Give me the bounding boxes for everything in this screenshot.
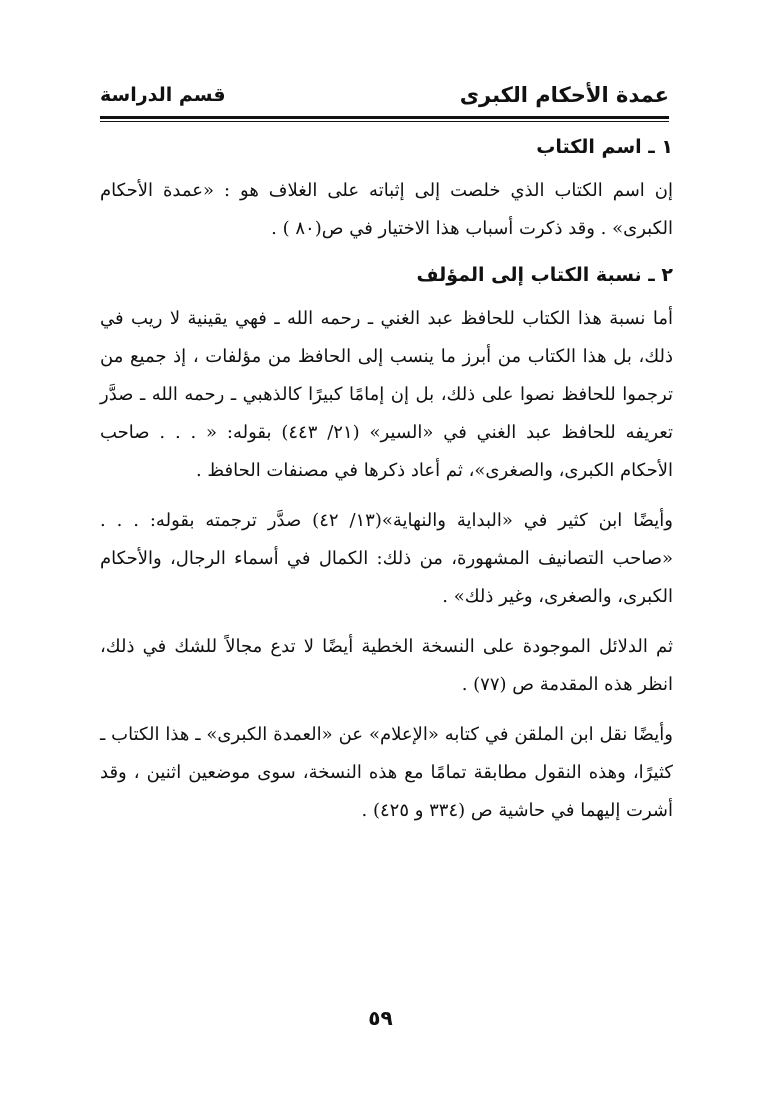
paragraph-attribution-4: وأيضًا نقل ابن الملقن في كتابه «الإعلام» عن «العمدة الكبرى» ـ هذا الكتاب ـ كثيرًا، وهذه النقول مطابقة تمامًا مع هذه النسخة، سوى موضعين اثنين ، وقد أشرت إليهما في حاشية ص (٣٣٤ و ٤٢٥) . <box>100 724 673 821</box>
paragraph-attribution-2: وأيضًا ابن كثير في «البداية والنهاية»(١٣/ ٤٢) صدَّر ترجمته بقوله: . . . «صاحب التصانيف المشهورة، من ذلك: الكمال في أسماء الرجال، والأحكام الكبرى، والصغرى، وغير ذلك» . <box>100 510 673 607</box>
paragraph-book-name: إن اسم الكتاب الذي خلصت إلى إثباته على الغلاف هو : «عمدة الأحكام الكبرى» . وقد ذكرت أسباب هذا الاختيار في ص(٨٠ ) . <box>100 180 673 239</box>
page-number: ٥٩ <box>368 1006 393 1030</box>
running-header <box>100 80 669 116</box>
paragraph-attribution-3: ثم الدلائل الموجودة على النسخة الخطية أيضًا لا تدع مجالاً للشك في ذلك، انظر هذه المقدمة ص (٧٧) . <box>100 636 673 695</box>
paragraph-attribution-1: أما نسبة هذا الكتاب للحافظ عبد الغني ـ رحمه الله ـ فهي يقينية لا ريب في ذلك، بل هذا الكتاب من أبرز ما ينسب إلى الحافظ من مؤلفات ، إذ جميع من ترجموا للحافظ نصوا على ذلك، بل إن إمامًا كبيرًا كالذهبي ـ رحمه الله ـ صدَّر تعريفه للحافظ عبد الغني في «السير» (٢١/ ٤٤٣) بقوله: « . . . صاحب الأحكام الكبرى، والصغرى»، ثم أعاد ذكرها في مصنفات الحافظ . <box>100 308 674 481</box>
header-section-title: قسم الدراسة <box>100 84 226 106</box>
heading-attribution: ٢ ـ نسبة الكتاب إلى المؤلف <box>416 264 673 286</box>
header-rule <box>100 116 669 122</box>
page-body <box>100 124 673 842</box>
heading-book-name: ١ ـ اسم الكتاب <box>536 136 673 158</box>
header-book-title: عمدة الأحكام الكبرى <box>459 83 669 107</box>
